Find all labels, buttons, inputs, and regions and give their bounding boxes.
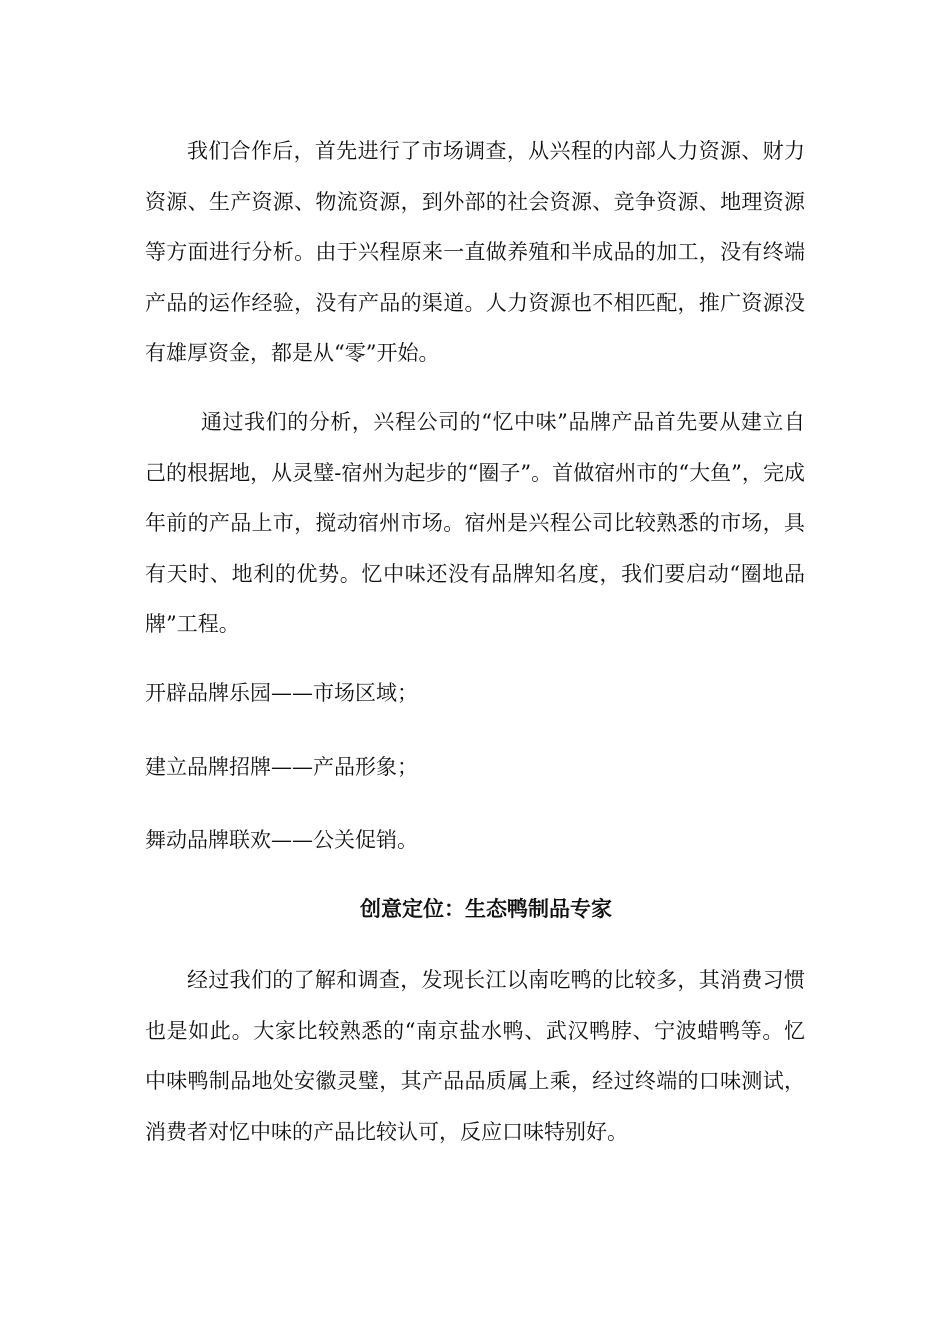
list-item-brand-signboard: 建立品牌招牌——产品形象； [145, 755, 418, 779]
paragraph-brand-analysis: 通过我们的分析，兴程公司的“忆中味”品牌产品首先要从建立自己的根据地，从灵璧-宿州为起步的“圈子”。首做宿州市的“大鱼”，完成年前的产品上市，搅动宿州市场。宿州是兴程公司比较熟悉的市场，具有天时、地利的优势。忆中味还没有品牌知名度，我们要启动“圈地品牌”工程。 [145, 410, 805, 636]
list-item-brand-festival: 舞动品牌联欢——公关促销。 [145, 828, 418, 852]
list-item-brand-park: 开辟品牌乐园——市场区域； [145, 681, 418, 705]
section-heading: 创意定位：生态鸭制品专家 [360, 896, 612, 921]
paragraph-market-research: 我们合作后，首先进行了市场调查，从兴程的内部人力资源、财力资源、生产资源、物流资源，到外部的社会资源、竞争资源、地理资源等方面进行分析。由于兴程原来一直做养殖和半成品的加工，没有终端产品的运作经验，没有产品的渠道。人力资源也不相匹配，推广资源没有雄厚资金，都是从“零”开始。 [145, 139, 805, 365]
paragraph-positioning: 经过我们的了解和调查，发现长江以南吃鸭的比较多，其消费习惯也是如此。大家比较熟悉的“南京盐水鸭、武汉鸭脖、宁波蜡鸭等。忆中味鸭制品地处安徽灵璧，其产品品质属上乘，经过终端的口味测试，消费者对忆中味的产品比较认可，反应口味特别好。 [145, 968, 805, 1144]
